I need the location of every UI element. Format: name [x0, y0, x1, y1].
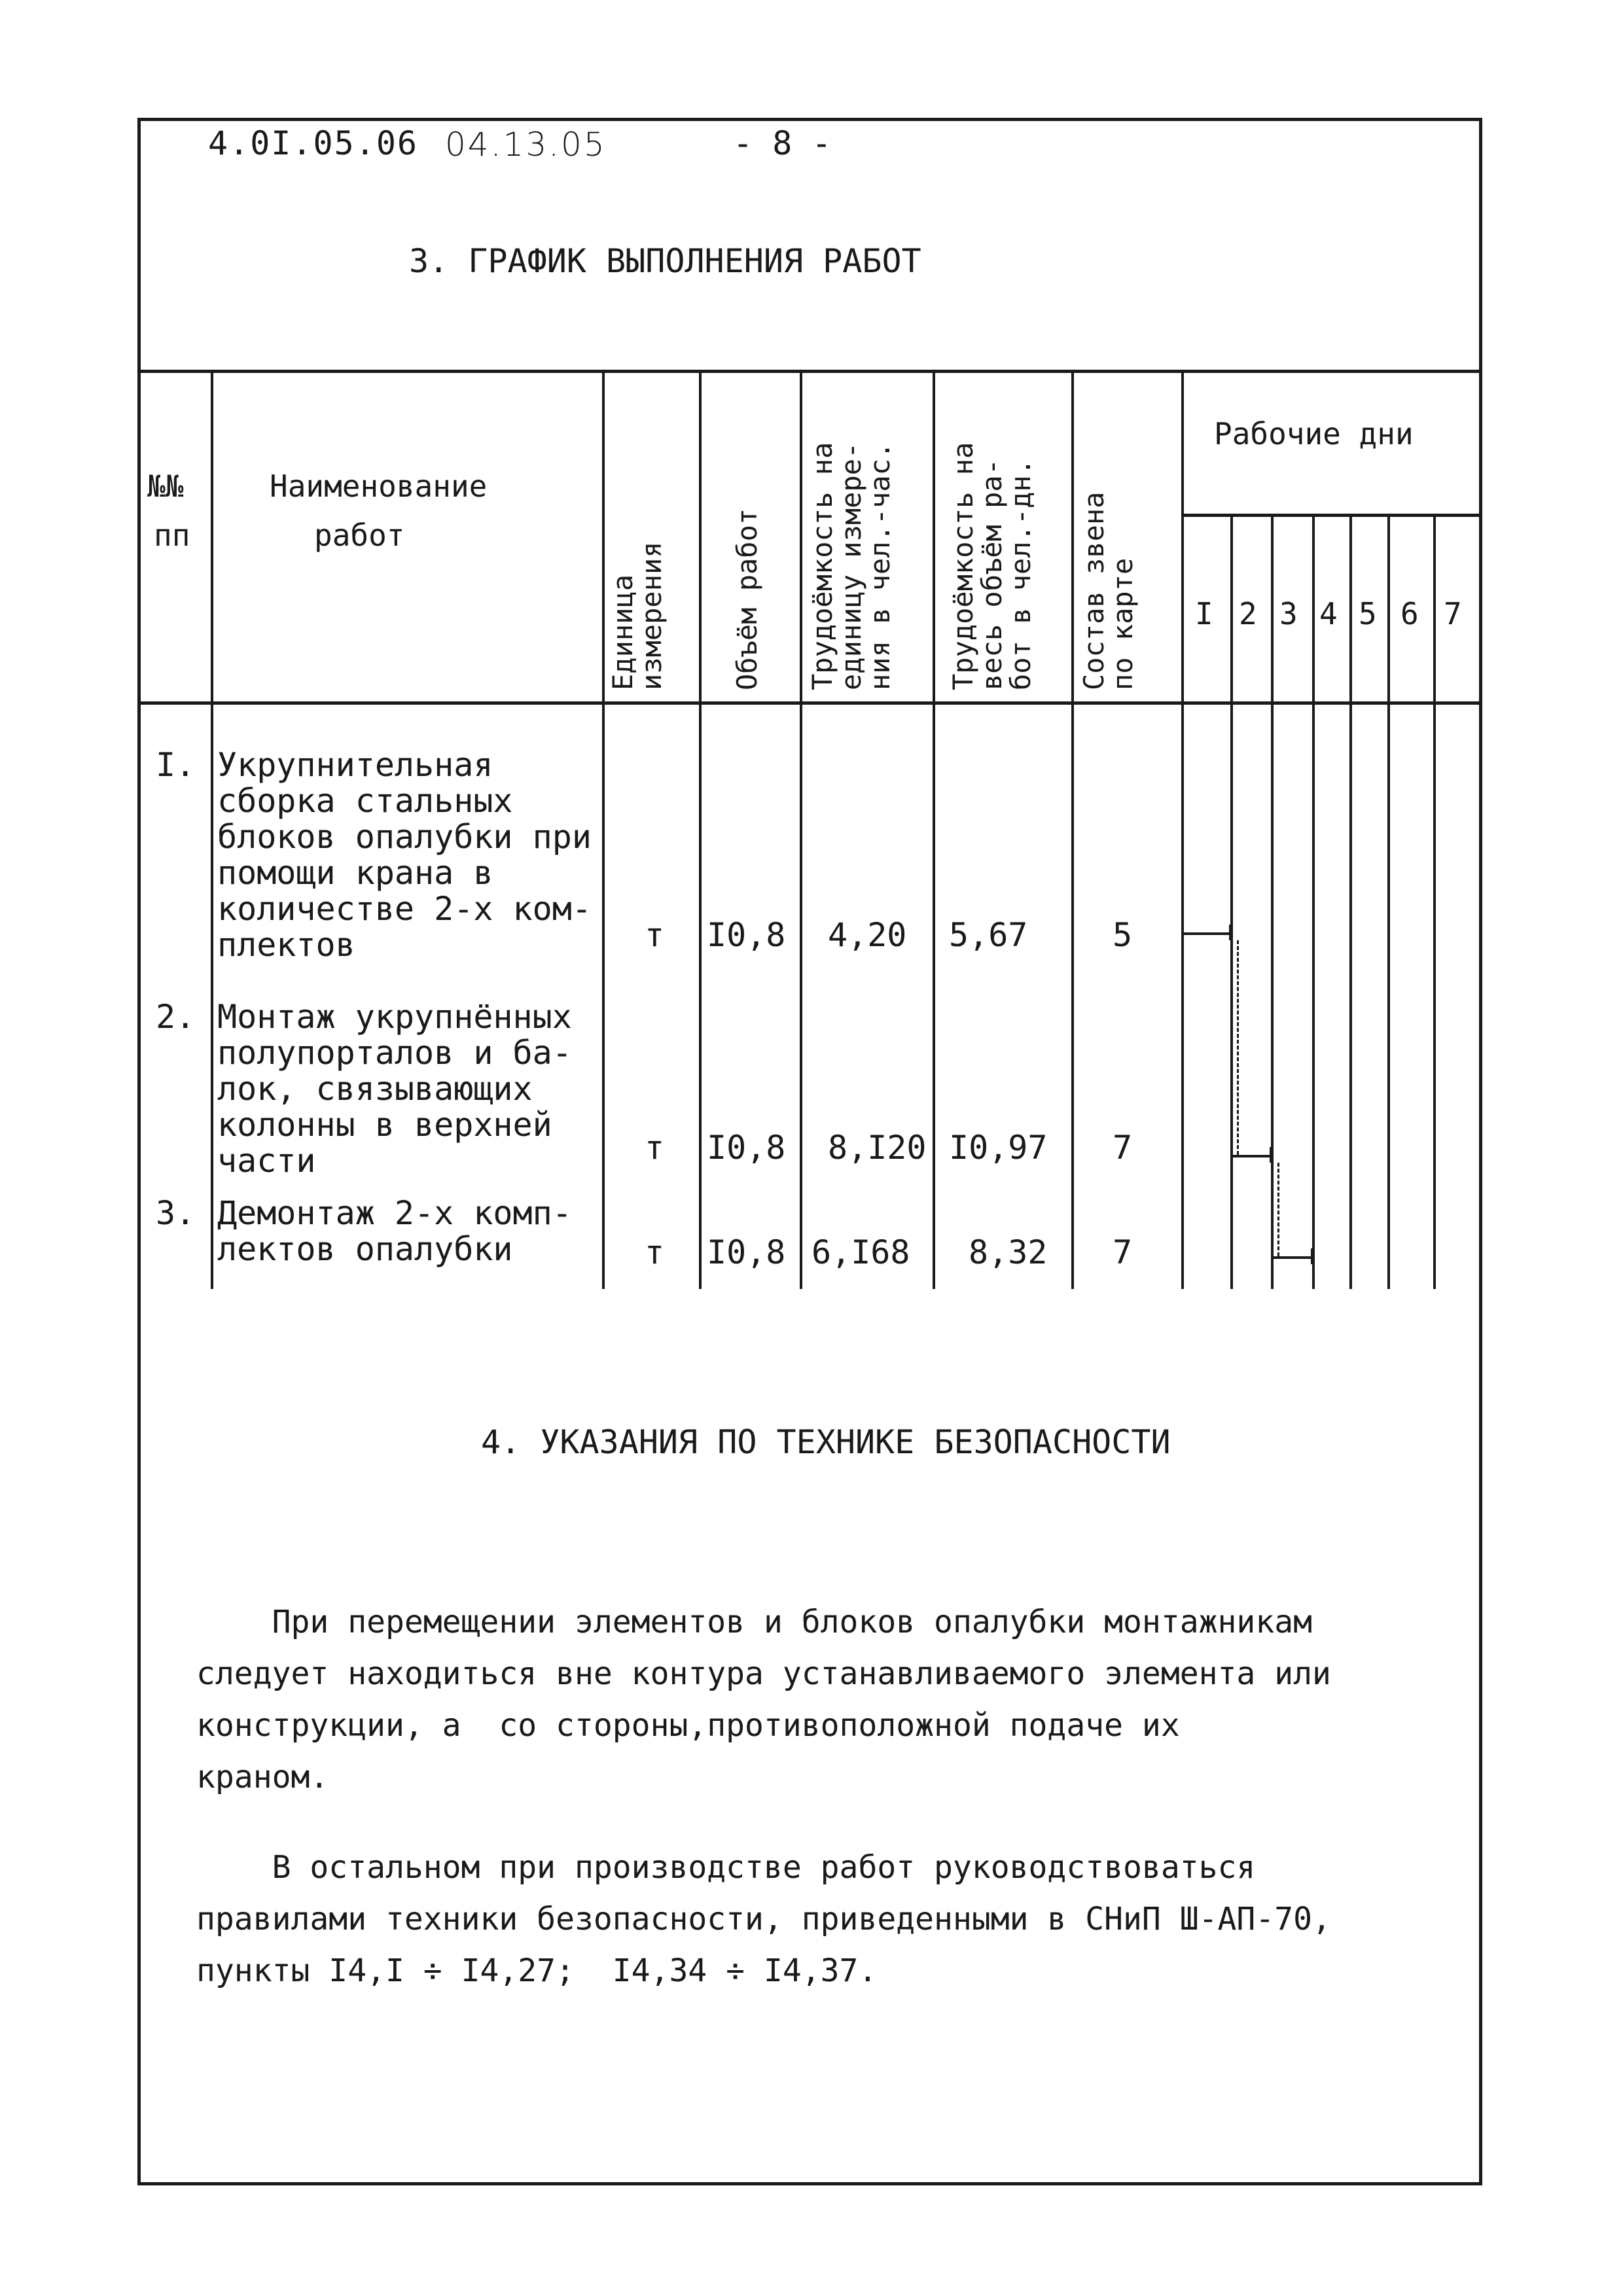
header-num-line2: пп [154, 518, 190, 553]
row-2-unit: т [645, 1129, 665, 1167]
gantt-bar-row-3 [1272, 1256, 1312, 1259]
paragraph-1-line-2: следует находиться вне контура устанавливаемого элемента или [196, 1655, 1331, 1692]
row-1-num: I. [156, 746, 196, 784]
gantt-bar-row-1 [1183, 932, 1230, 935]
day-label-4: 4 [1319, 596, 1338, 631]
day-label-5: 5 [1359, 596, 1377, 631]
table-header-bottom-border [137, 701, 1482, 705]
row-3-unit: т [645, 1233, 665, 1271]
col-divider-labor-unit [933, 370, 935, 1289]
row-2-num: 2. [156, 998, 196, 1036]
paragraph-1-line-1: При перемещении элементов и блоков опалубки монтажникам [196, 1604, 1313, 1640]
page-number: - 8 - [733, 124, 832, 162]
paragraph-1-line-4: краном. [196, 1759, 329, 1795]
col-divider-labor-total [1071, 370, 1074, 1289]
gantt-link-2-3 [1277, 1163, 1279, 1256]
header-name-line1: Наименование [270, 468, 488, 504]
paragraph-2-line-3: пункты I4,I ÷ I4,27; I4,34 ÷ I4,37. [196, 1952, 878, 1989]
paragraph-2-line-2: правилами техники безопасности, приведенными в СНиП Ш-АП-70, [196, 1901, 1331, 1937]
day-divider-3 [1312, 514, 1315, 1289]
col-divider-num [211, 370, 213, 1289]
row-3-labor-total: 8,32 [969, 1233, 1048, 1271]
day-divider-5 [1387, 514, 1390, 1289]
row-2-volume: I0,8 [707, 1129, 786, 1167]
safety-paragraph-1 [196, 1597, 1440, 1803]
col-divider-crew [1181, 370, 1184, 1289]
day-divider-6 [1433, 514, 1436, 1289]
day-divider-1 [1230, 514, 1233, 1289]
row-3-crew: 7 [1113, 1233, 1133, 1271]
day-label-2: 2 [1239, 596, 1257, 631]
gantt-bar-row-1-end-tick [1229, 925, 1232, 940]
section-3-title: 3. ГРАФИК ВЫПОЛНЕНИЯ РАБОТ [409, 242, 921, 280]
day-label-1: I [1195, 596, 1213, 631]
day-divider-2 [1271, 514, 1274, 1289]
row-3-volume: I0,8 [707, 1233, 786, 1271]
gantt-link-1-2 [1237, 940, 1239, 1155]
table-top-border [137, 370, 1482, 373]
safety-paragraph-2 [196, 1842, 1440, 1997]
day-label-6: 6 [1400, 596, 1419, 631]
day-divider-4 [1349, 514, 1352, 1289]
row-2-crew: 7 [1113, 1129, 1133, 1167]
paragraph-2-line-1: В остальном при производстве работ руководствоваться [196, 1849, 1256, 1886]
row-1-name: Укрупнительная сборка стальных блоков опалубки при помощи крана в количестве 2-х ком- плектов [217, 746, 592, 964]
row-3-labor-unit: 6,I68 [812, 1233, 910, 1271]
header-volume: Объём работ [731, 508, 763, 690]
row-1-unit: т [645, 916, 665, 954]
header-labor-total: Трудоёмкость на весь объём ра- бот в чел.-дн. [947, 442, 1037, 690]
handwritten-stamp: 04.13.05 [445, 126, 607, 164]
header-labor-unit: Трудоёмкость на единицу измере- ния в чел.-час. [806, 442, 896, 690]
col-divider-unit [699, 370, 702, 1289]
days-subheader-line [1181, 514, 1482, 517]
row-1-crew: 5 [1113, 916, 1133, 954]
gantt-bar-row-3-end-tick [1311, 1248, 1313, 1264]
row-2-labor-total: I0,97 [949, 1129, 1048, 1167]
row-2-labor-unit: 8,I20 [828, 1129, 927, 1167]
document-code: 4.0I.05.06 [208, 124, 419, 162]
header-working-days: Рабочие дни [1214, 416, 1414, 451]
row-1-labor-total: 5,67 [949, 916, 1028, 954]
day-label-3: 3 [1279, 596, 1298, 631]
row-3-name: Демонтаж 2-х комп- лектов опалубки [217, 1194, 572, 1268]
col-divider-volume [800, 370, 802, 1289]
paragraph-1-line-3: конструкции, а со стороны,противоположной подаче их [196, 1707, 1180, 1744]
row-1-volume: I0,8 [707, 916, 786, 954]
gantt-bar-row-2 [1232, 1155, 1271, 1157]
row-2-name: Монтаж укрупнённых полупорталов и ба- лок, связывающих колонны в верхней части [217, 998, 572, 1180]
col-divider-name [602, 370, 605, 1289]
row-3-num: 3. [156, 1194, 196, 1232]
header-num-line1: №№ [147, 468, 184, 504]
day-label-7: 7 [1444, 596, 1462, 631]
gantt-bar-row-2-end-tick [1270, 1147, 1272, 1163]
header-unit: Единица измерения [607, 541, 668, 690]
header-crew: Состав звена по карте [1078, 491, 1139, 690]
section-4-title: 4. УКАЗАНИЯ ПО ТЕХНИКЕ БЕЗОПАСНОСТИ [481, 1423, 1171, 1461]
header-name-line2: работ [314, 518, 405, 553]
row-1-labor-unit: 4,20 [828, 916, 907, 954]
